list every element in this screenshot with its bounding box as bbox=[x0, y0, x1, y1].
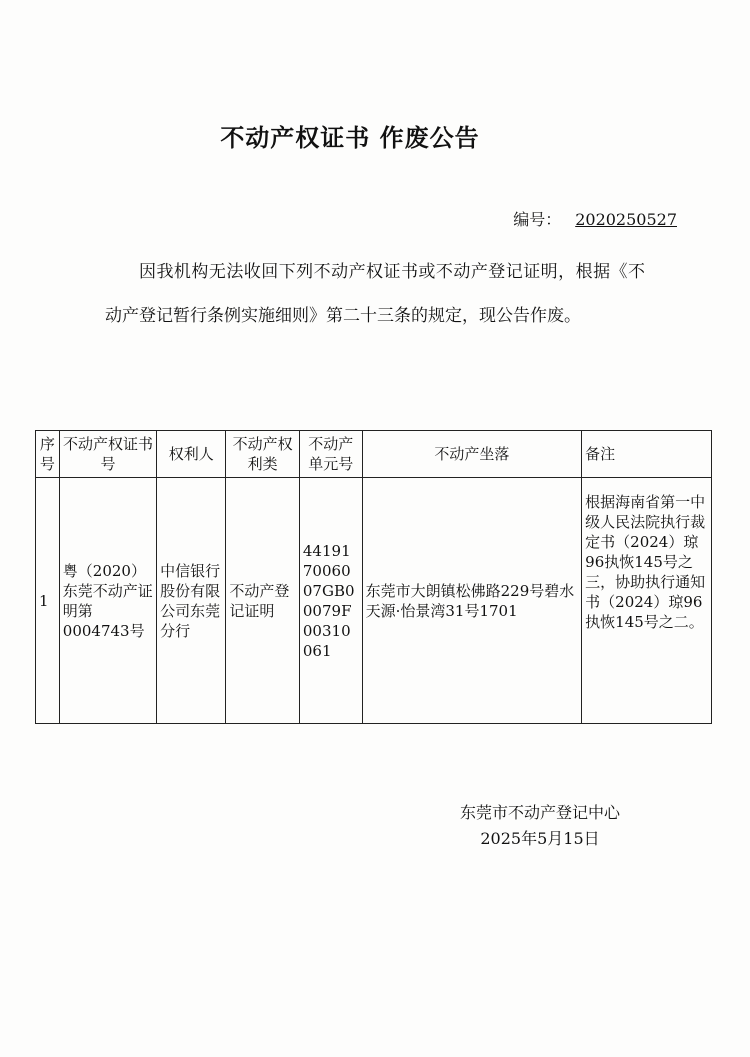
number-value: 2020250527 bbox=[575, 210, 677, 229]
cell-seq: 1 bbox=[36, 478, 60, 724]
cell-note: 根据海南省第一中级人民法院执行裁定书（2024）琼96执恢145号之三，协助执行通知书（2024）琼96执恢145号之二。 bbox=[582, 478, 712, 724]
cell-holder: 中信银行股份有限公司东莞分行 bbox=[157, 478, 226, 724]
header-unit-no: 不动产单元号 bbox=[299, 431, 362, 478]
header-right-type: 不动产权利类 bbox=[226, 431, 300, 478]
footer bbox=[440, 800, 640, 852]
number-label: 编号： bbox=[513, 210, 562, 229]
document-number bbox=[513, 207, 677, 230]
header-location: 不动产坐落 bbox=[362, 431, 582, 478]
cell-location: 东莞市大朗镇松佛路229号碧水天源·怡景湾31号1701 bbox=[362, 478, 582, 724]
table-row bbox=[36, 478, 712, 724]
page-title: 不动产权证书 作废公告 bbox=[220, 124, 480, 152]
table-header-row bbox=[36, 431, 712, 478]
cell-cert-no: 粤（2020）东莞不动产证明第0004743号 bbox=[59, 478, 156, 724]
header-seq: 序号 bbox=[36, 431, 60, 478]
header-holder: 权利人 bbox=[157, 431, 226, 478]
header-cert-no: 不动产权证书号 bbox=[59, 431, 156, 478]
header-note: 备注 bbox=[582, 431, 712, 478]
void-certificate-table bbox=[35, 430, 712, 724]
issue-date: 2025年5月15日 bbox=[480, 829, 600, 848]
cell-right-type: 不动产登记证明 bbox=[226, 478, 300, 724]
announcement-text: 因我机构无法收回下列不动产权证书或不动产登记证明，根据《不动产登记暂行条例实施细则》第二十三条的规定，现公告作废。 bbox=[105, 262, 645, 326]
issuing-organization: 东莞市不动产登记中心 bbox=[459, 803, 620, 822]
cell-unit-no: 441917006007GB00079F00310061 bbox=[299, 478, 362, 724]
